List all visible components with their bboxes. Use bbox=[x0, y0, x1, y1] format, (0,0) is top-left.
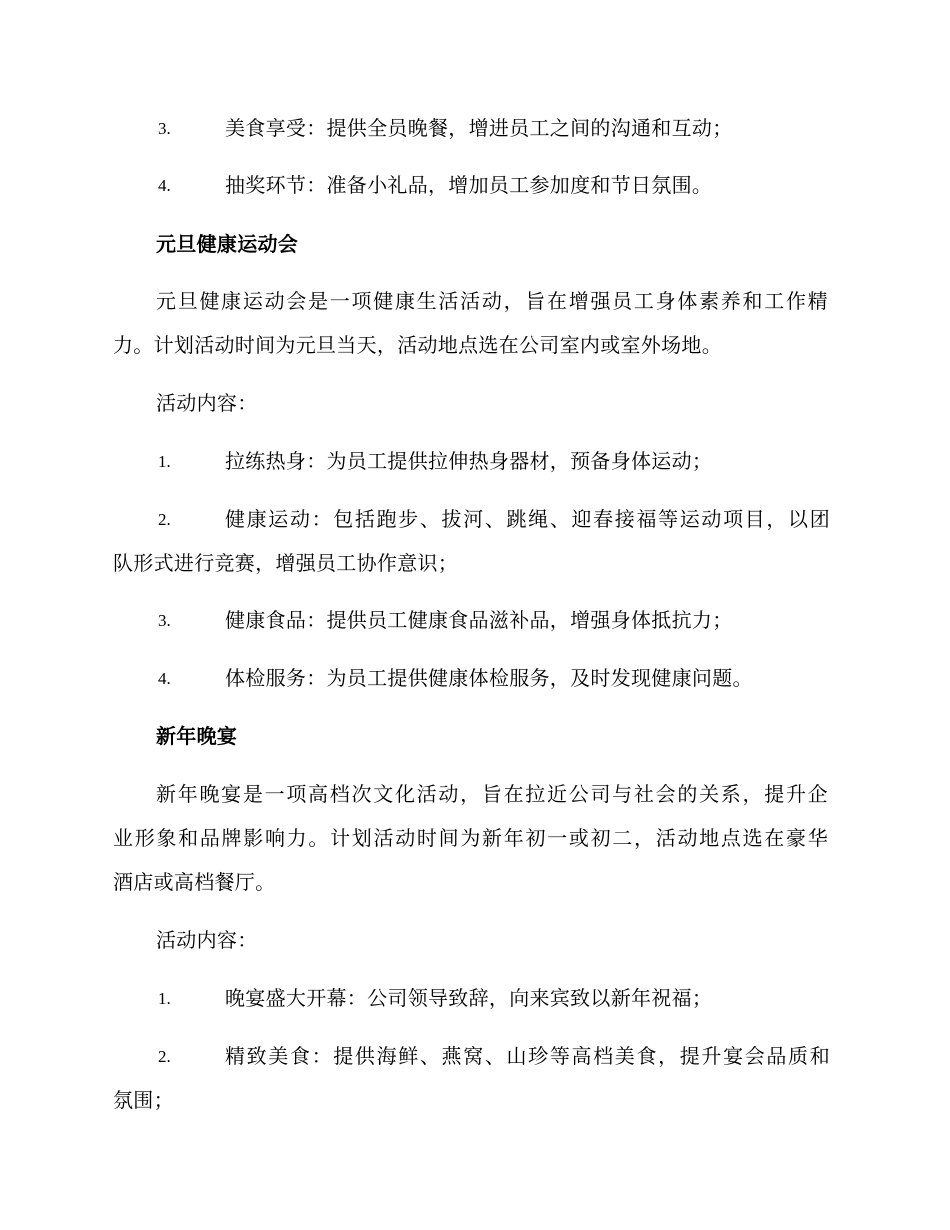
list-item-text: 体检服务：为员工提供健康体检服务，及时发现健康问题。 bbox=[225, 666, 753, 690]
paragraph-line: 新年晚宴是一项高档次文化活动，旨在拉近公司与社会的关系，提升企 bbox=[156, 782, 828, 806]
list-item-text: 健康食品：提供员工健康食品滋补品，增强身体抵抗力； bbox=[225, 608, 733, 632]
list-item-number: 1. bbox=[158, 452, 171, 471]
list-item-text: 精致美食：提供海鲜、燕窝、山珍等高档美食，提升宴会品质和 bbox=[225, 1044, 830, 1068]
list-item-text: 抽奖环节：准备小礼品，增加员工参加度和节日氛围。 bbox=[225, 173, 713, 197]
list-item-continuation: 氛围； bbox=[113, 1088, 174, 1112]
paragraph-line: 元旦健康运动会是一项健康生活活动，旨在增强员工身体素养和工作精 bbox=[156, 289, 828, 313]
list-item-number: 2. bbox=[158, 510, 171, 529]
list-item-text: 美食享受：提供全员晚餐，增进员工之间的沟通和互动； bbox=[225, 116, 733, 140]
list-item-number: 4. bbox=[158, 176, 171, 195]
list-item-number: 3. bbox=[158, 119, 171, 138]
list-item-text: 晚宴盛大开幕：公司领导致辞，向来宾致以新年祝福； bbox=[225, 986, 713, 1010]
paragraph-line: 酒店或高档餐厅。 bbox=[113, 870, 276, 894]
list-item-number: 4. bbox=[158, 669, 171, 688]
list-item-number: 1. bbox=[158, 989, 171, 1008]
list-item-number: 3. bbox=[158, 611, 171, 630]
list-item-text: 拉练热身：为员工提供拉伸热身器材，预备身体运动； bbox=[225, 449, 713, 473]
content-label: 活动内容： bbox=[156, 391, 258, 415]
section-heading: 元旦健康运动会 bbox=[156, 232, 299, 256]
section-heading: 新年晚宴 bbox=[156, 724, 238, 748]
paragraph-line: 业形象和品牌影响力。计划活动时间为新年初一或初二，活动地点选在豪华 bbox=[113, 826, 828, 850]
list-item-number: 2. bbox=[158, 1047, 171, 1066]
content-label: 活动内容： bbox=[156, 928, 258, 952]
list-item-continuation: 队形式进行竞赛，增强员工协作意识； bbox=[113, 551, 459, 575]
list-item-text: 健康运动：包括跑步、拔河、跳绳、迎春接福等运动项目，以团 bbox=[225, 507, 830, 531]
paragraph-line: 力。计划活动时间为元旦当天，活动地点选在公司室内或室外场地。 bbox=[113, 333, 722, 357]
